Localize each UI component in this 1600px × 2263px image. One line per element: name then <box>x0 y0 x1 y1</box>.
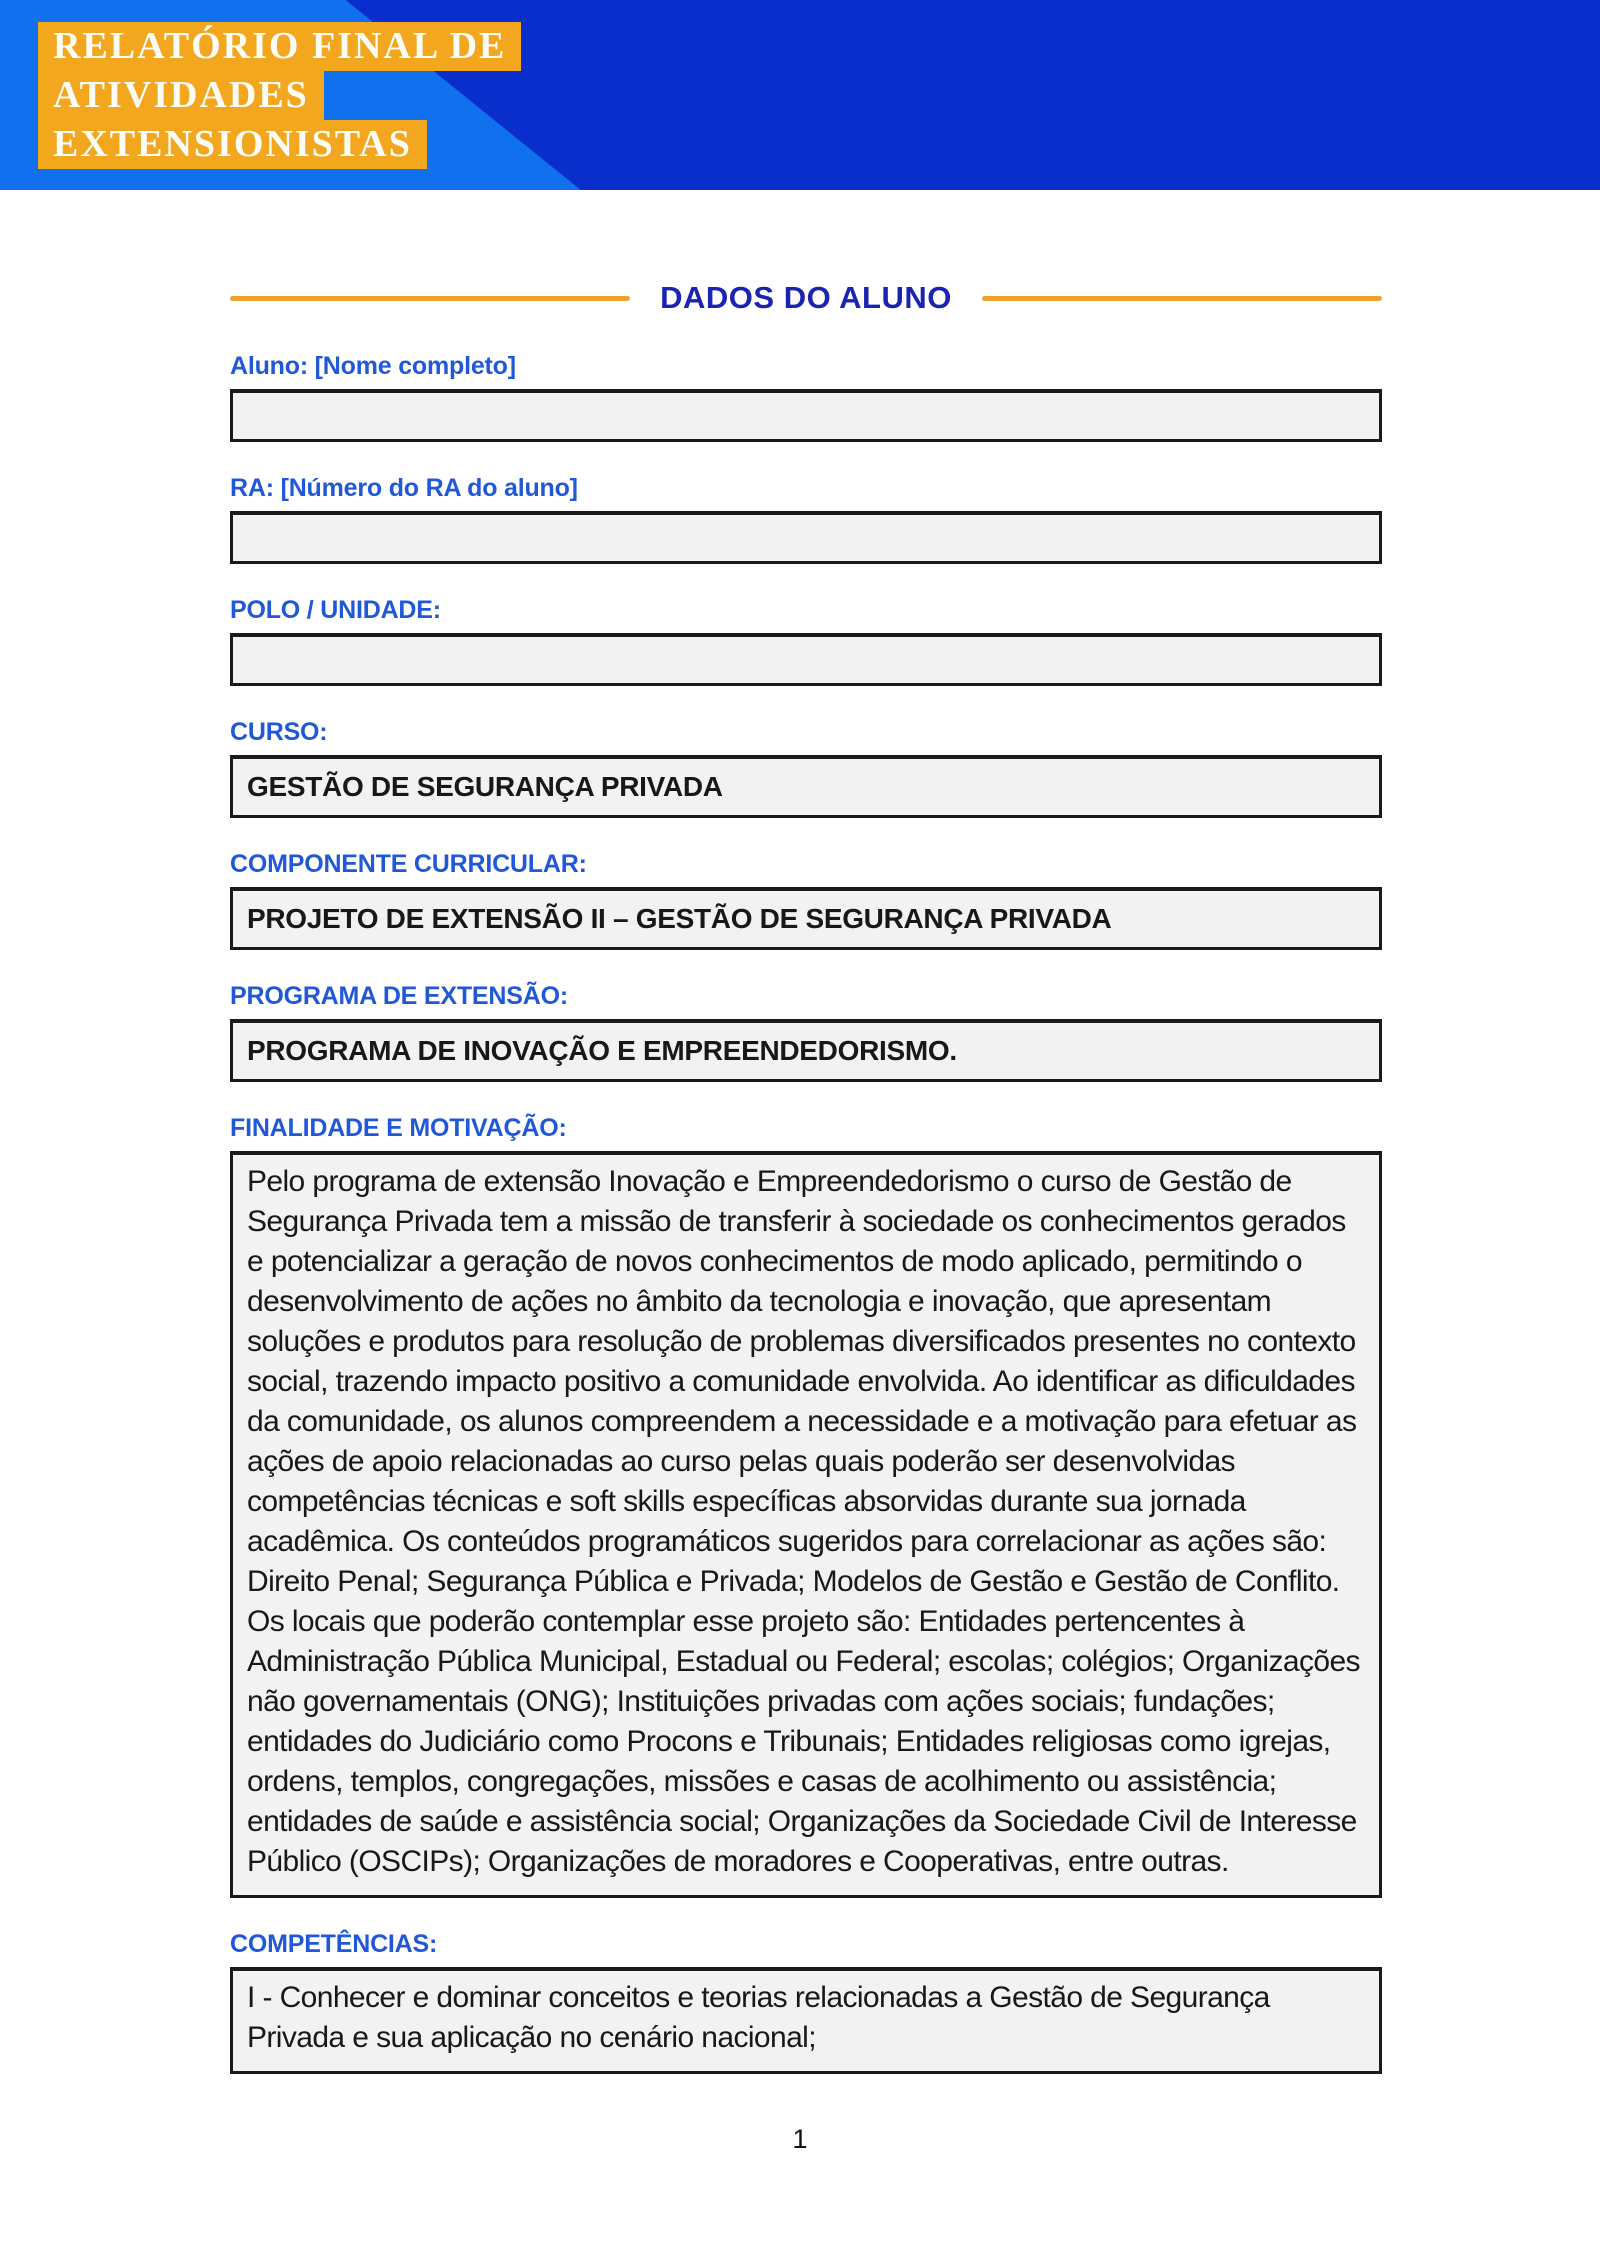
field-label-aluno: Aluno: [Nome completo] <box>230 352 516 380</box>
field-aluno <box>230 352 1382 442</box>
field-competencias <box>230 1930 1382 2074</box>
form-content <box>230 280 1382 2074</box>
banner-title-line-3: EXTENSIONISTAS <box>38 120 427 169</box>
field-label-componente-curricular: COMPONENTE CURRICULAR: <box>230 850 587 878</box>
field-label-polo-unidade: POLO / UNIDADE: <box>230 596 441 624</box>
field-curso <box>230 718 1382 818</box>
report-banner <box>0 0 1600 190</box>
field-programa-extensao <box>230 982 1382 1082</box>
field-ra <box>230 474 1382 564</box>
field-label-programa-extensao: PROGRAMA DE EXTENSÃO: <box>230 982 568 1010</box>
field-label-finalidade-motivacao: FINALIDADE E MOTIVAÇÃO: <box>230 1114 567 1142</box>
field-label-competencias: COMPETÊNCIAS: <box>230 1930 438 1958</box>
page-title: DADOS DO ALUNO <box>660 280 952 315</box>
field-componente-curricular <box>230 850 1382 950</box>
field-value-programa-extensao[interactable]: PROGRAMA DE INOVAÇÃO E EMPREENDEDORISMO. <box>230 1019 1382 1082</box>
field-label-ra: RA: [Número do RA do aluno] <box>230 474 578 502</box>
finalidade-paragraph-1: Pelo programa de extensão Inovação e Empreendedorismo o curso de Gestão de Segurança Privada tem a missão de transferir à sociedade os conhecimentos gerados e potencializar a geração de novos conhecimentos de modo aplicado, permitindo o desenvolvimento de ações no âmbito da tecnologia e inovação, que apresentam soluções e produtos para resolução de problemas diversificados presentes no contexto social, trazendo impacto positivo a comunidade envolvida. Ao identificar as dificuldades da comunidade, os alunos compreendem a necessidade e a motivação para efetuar as ações de apoio relacionadas ao curso pelas quais poderão ser desenvolvidas competências técnicas e soft skills específicas absorvidas durante sua jornada acadêmica. Os conteúdos programáticos sugeridos para correlacionar as ações são: <box>247 1165 1357 1558</box>
field-input-aluno[interactable] <box>230 389 1382 442</box>
field-polo-unidade <box>230 596 1382 686</box>
page-footer <box>0 2124 1600 2155</box>
field-text-competencias[interactable] <box>230 1967 1382 2074</box>
field-label-curso: CURSO: <box>230 718 328 746</box>
field-value-curso[interactable]: GESTÃO DE SEGURANÇA PRIVADA <box>230 755 1382 818</box>
field-text-finalidade-motivacao[interactable] <box>230 1151 1382 1898</box>
banner-title-line-2: ATIVIDADES <box>38 71 324 120</box>
field-value-componente-curricular[interactable]: PROJETO DE EXTENSÃO II – GESTÃO DE SEGURANÇA PRIVADA <box>230 887 1382 950</box>
heading-rule-right <box>982 296 1382 301</box>
competencias-item-1: I - Conhecer e dominar conceitos e teorias relacionadas a Gestão de Segurança Privada e sua aplicação no cenário nacional; <box>247 1981 1270 2054</box>
heading-rule-left <box>230 296 630 301</box>
finalidade-paragraph-2: Direito Penal; Segurança Pública e Privada; Modelos de Gestão e Gestão de Conflito. <box>247 1565 1340 1598</box>
finalidade-paragraph-3: Os locais que poderão contemplar esse projeto são: Entidades pertencentes à Administração Pública Municipal, Estadual ou Federal; escolas; colégios; Organizações não governamentais (ONG); Instituições privadas com ações sociais; fundações; entidades do Judiciário como Procons e Tribunais; Entidades religiosas como igrejas, ordens, templos, congregações, missões e casas de acolhimento ou assistência; entidades de saúde e assistência social; Organizações da Sociedade Civil de Interesse Público (OSCIPs); Organizações de moradores e Cooperativas, entre outras. <box>247 1605 1360 1878</box>
field-finalidade-motivacao <box>230 1114 1382 1898</box>
banner-title-line-1: RELATÓRIO FINAL DE <box>38 22 521 71</box>
field-input-ra[interactable] <box>230 511 1382 564</box>
banner-title <box>38 22 521 169</box>
field-input-polo-unidade[interactable] <box>230 633 1382 686</box>
section-heading-row <box>230 280 1382 316</box>
page-number: 1 <box>792 2124 808 2154</box>
